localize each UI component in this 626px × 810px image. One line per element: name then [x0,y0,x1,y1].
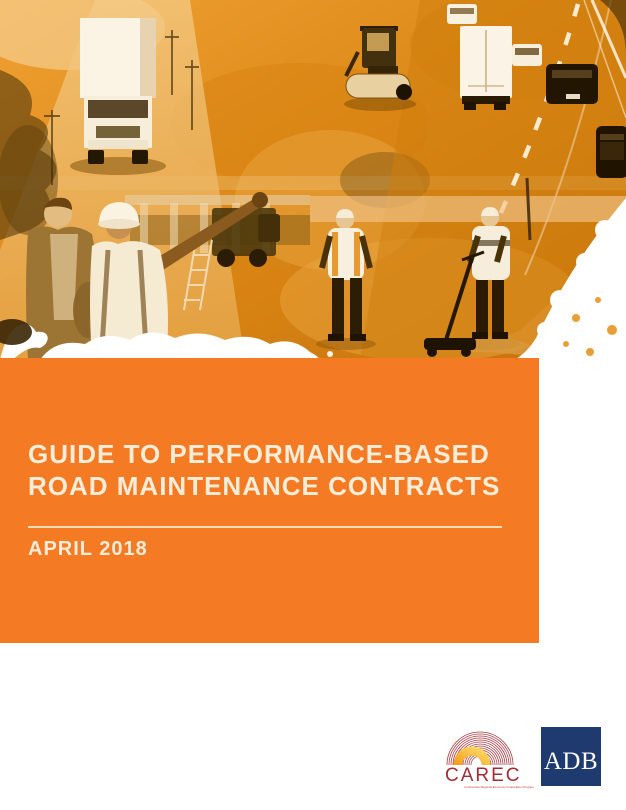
cover-photo [0,0,626,360]
carec-logo [445,720,534,792]
publication-date: APRIL 2018 [28,538,148,560]
title-line-2: ROAD MAINTENANCE CONTRACTS [28,471,501,501]
carec-tagline: Central Asia Regional Economic Cooperation Program [464,786,534,789]
white-car-icon [447,4,477,24]
page-title [28,438,539,502]
adb-wordmark: ADB [543,747,599,775]
adb-logo [541,727,601,786]
carec-arcs-icon [446,720,518,766]
carec-wordmark: CAREC [445,765,522,786]
dark-car-icon [596,126,626,178]
dark-suv-icon [546,64,598,104]
white-sedan-icon [512,44,542,66]
title-block [0,358,539,643]
title-line-1: GUIDE TO PERFORMANCE-BASED [28,439,490,469]
box-truck-icon [460,26,512,110]
title-divider [28,526,502,528]
